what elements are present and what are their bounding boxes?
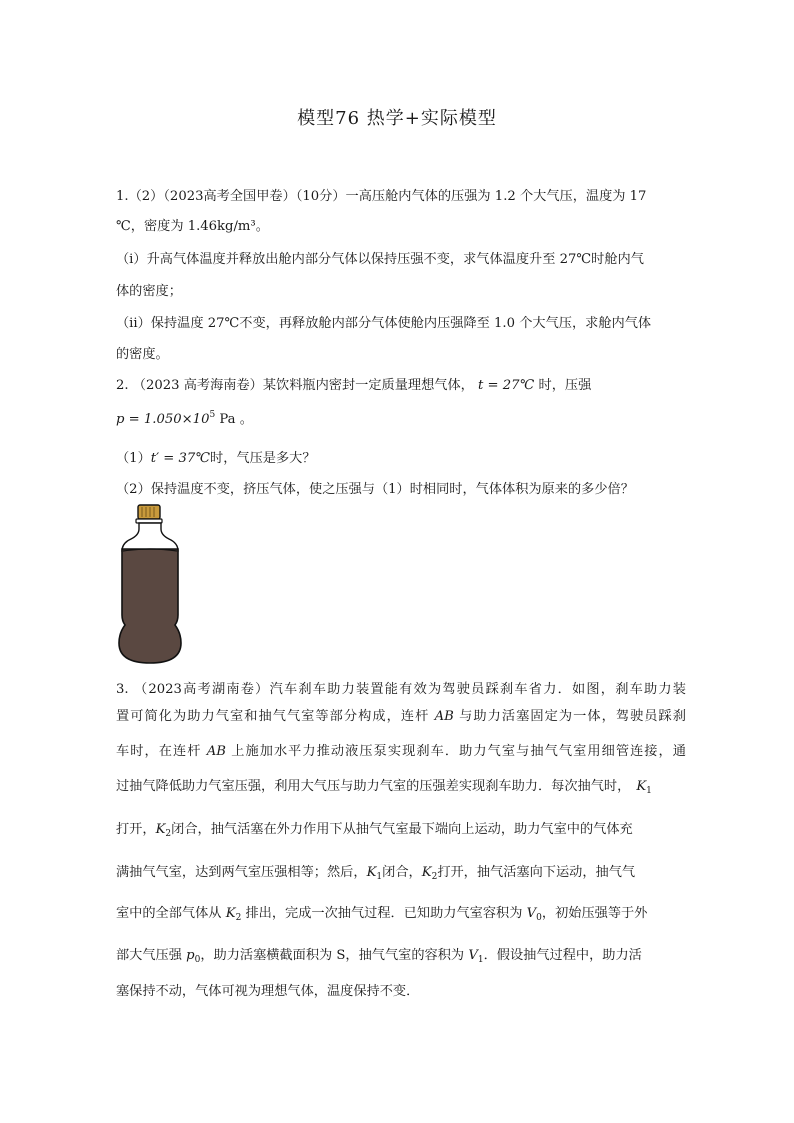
rod-ab-label: AB <box>206 744 226 759</box>
q2-pressure-value: p = 1.050×10 <box>116 412 210 427</box>
q1-part1-line-1: （i）升高气体温度并释放出舱内部分气体以保持压强不变，求气体温度升至 27℃时舱内气 <box>116 252 644 267</box>
pressure-p0: $p_0$ <box>186 948 201 965</box>
q3-text: ．假设抽气过程中，助力活 <box>483 948 642 963</box>
q3-line-6 <box>116 861 686 882</box>
beverage-bottle-figure <box>117 503 183 665</box>
volume-v0: $V_0$ <box>526 906 542 923</box>
q3-text: ，初始压强等于外 <box>541 906 648 921</box>
q3-line-9: 塞保持不动，气体可视为理想气体，温度保持不变． <box>116 984 420 999</box>
q3-text: 打开， <box>116 822 156 837</box>
q3-text: 部大气压强 <box>116 948 187 963</box>
q3-text: 打开，抽气活塞向下运动，抽气气 <box>437 865 636 880</box>
q2-pressure-exponent: 5 <box>209 410 216 420</box>
q2-sub-1 <box>116 447 686 466</box>
q2-pressure-unit: Pa 。 <box>219 412 253 427</box>
q3-line-3 <box>116 740 686 759</box>
q2-line-2 <box>116 408 686 427</box>
q3-text: 室中的全部气体从 <box>116 906 226 921</box>
q3-text: 过抽气降低助力气室压强，利用大气压与助力气室的压强差实现刹车助力．每次抽气时， <box>116 779 631 794</box>
q3-line-7 <box>116 902 686 923</box>
q2-sub1-suffix: 时，气压是多大？ <box>210 451 316 466</box>
q3-text: 车时，在连杆 <box>116 744 207 759</box>
q2-intro: 2. （2023 高考海南卷）某饮料瓶内密封一定质量理想气体， <box>116 378 474 393</box>
q3-text: ，助力活塞横截面积为 S，抽气气室的容积为 <box>200 948 469 963</box>
q1-line-1: 1.（2）（2023高考全国甲卷）（10分）一高压舱内气体的压强为 1.2 个大气压，温度为 17 <box>116 189 647 204</box>
q2-line-1 <box>116 374 686 393</box>
q2-sub-2: （2）保持温度不变，挤压气体，使之压强与（1）时相同时，气体体积为原来的多少倍？ <box>116 482 634 497</box>
valve-k2: $K_2$ <box>225 906 242 923</box>
valve-k2: $K_2$ <box>155 822 172 839</box>
q2-temperature-eq: t = 27℃ <box>478 378 535 393</box>
valve-k2: $K_2$ <box>421 865 438 882</box>
q3-text: 闭合， <box>382 865 422 880</box>
q3-line-8 <box>116 944 686 965</box>
valve-k1: $K_1$ <box>366 865 383 882</box>
page-title: 模型76 热学+实际模型 <box>297 108 497 129</box>
q3-line-2 <box>116 705 686 724</box>
q3-line-4 <box>116 775 686 796</box>
q1-line-2: ℃，密度为 1.46kg/m³。 <box>116 219 269 234</box>
q3-line-5 <box>116 818 686 839</box>
q1-part2-line-2: 的密度。 <box>116 347 169 362</box>
q2-sub1-prefix: （1） <box>116 451 151 466</box>
q2-intro-suffix: 时，压强 <box>538 378 592 393</box>
q3-text: 闭合，抽气活塞在外力作用下从抽气气室最下端向上运动，助力气室中的气体充 <box>171 822 633 837</box>
bottle-liquid <box>119 549 181 663</box>
rod-ab-label: AB <box>434 709 454 724</box>
q3-text: 排出，完成一次抽气过程．已知助力气室容积为 <box>241 906 527 921</box>
valve-k1: $K_1$ <box>636 779 652 796</box>
q2-sub1-eq: t′ = 37℃ <box>150 451 211 466</box>
q1-part1-line-2: 体的密度； <box>116 284 182 299</box>
q3-line-1: 3. （2023高考湖南卷）汽车刹车助力装置能有效为驾驶员踩刹车省力．如图，刹车助力装 <box>116 682 686 697</box>
q3-text: 与助力活塞固定为一体，驾驶员踩刹 <box>453 709 686 724</box>
q1-part2-line-1: （ii）保持温度 27℃不变，再释放舱内部分气体使舱内压强降至 1.0 个大气压，求舱内气体 <box>116 316 652 331</box>
q3-text: 上施加水平力推动液压泵实现刹车．助力气室与抽气气室用细管连接，通 <box>225 744 686 759</box>
q3-text: 置可简化为助力气室和抽气气室等部分构成，连杆 <box>116 709 435 724</box>
bottle-cap <box>138 505 160 519</box>
q3-text: 满抽气气室，达到两气室压强相等；然后， <box>116 865 367 880</box>
volume-v1: $V_1$ <box>468 948 484 965</box>
